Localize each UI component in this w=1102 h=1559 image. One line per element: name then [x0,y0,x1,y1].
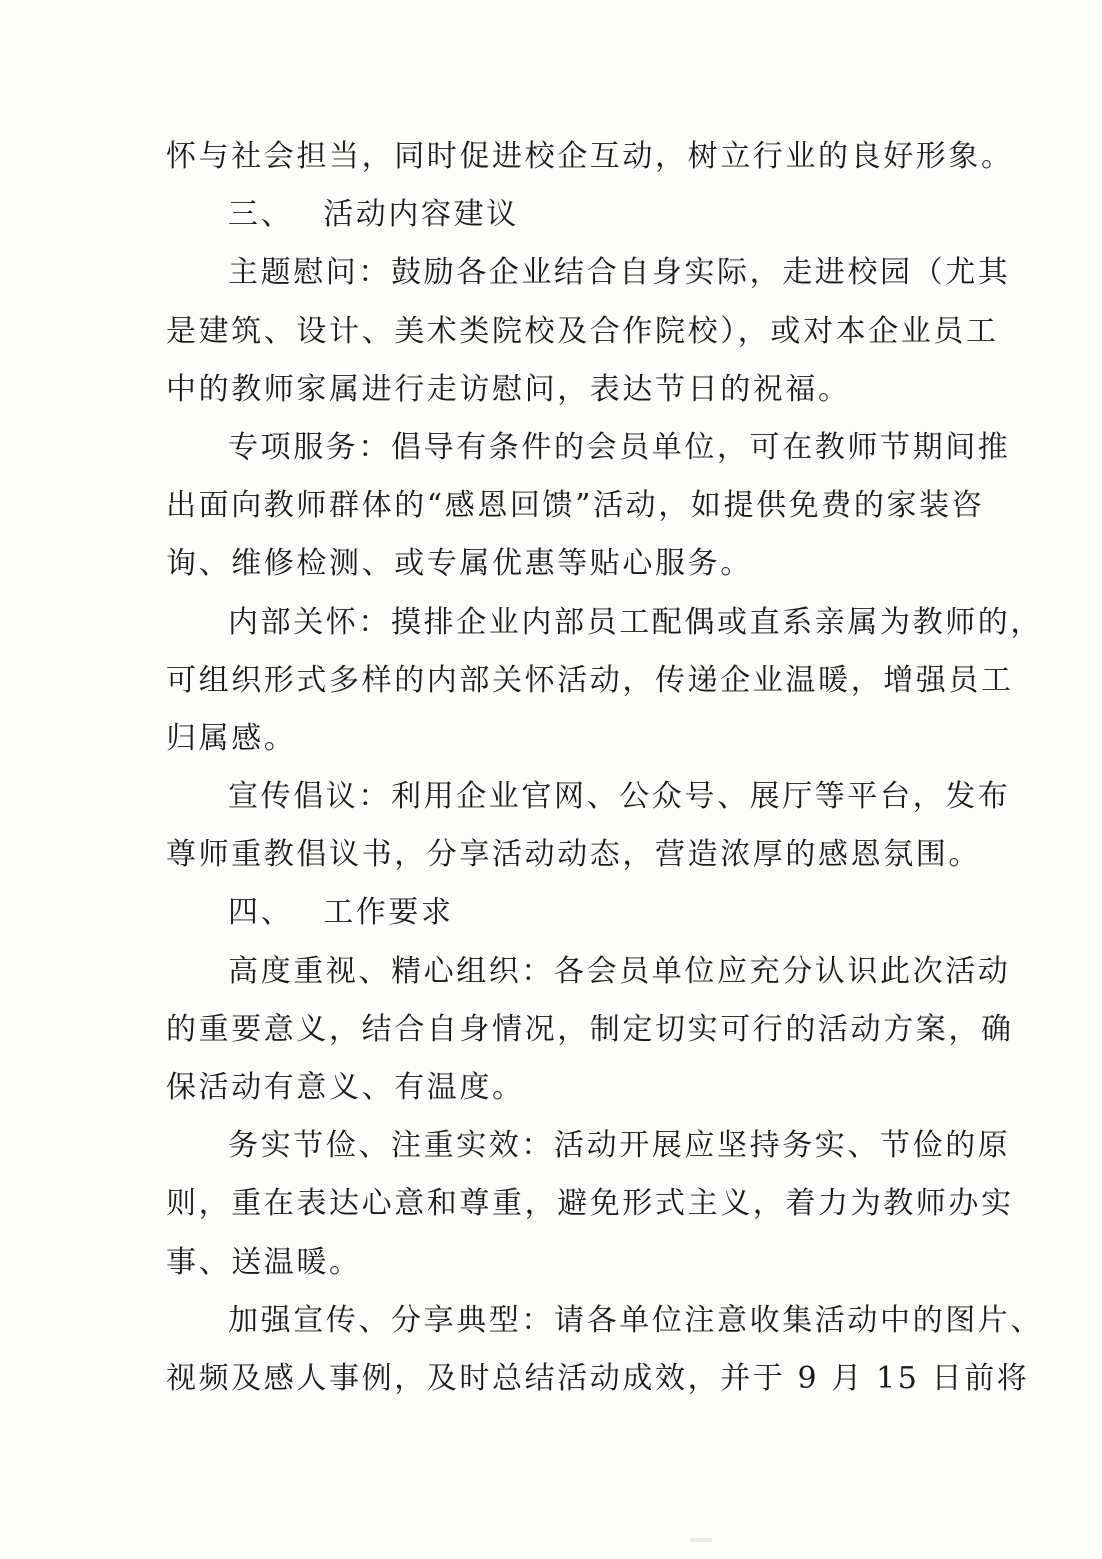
section-heading-4 [166,884,936,942]
paragraph-line: 内部关怀：摸排企业内部员工配偶或直系亲属为教师的， [228,604,1043,640]
section-title: 工作要求 [323,895,454,931]
paragraph-line: 主题慰问：鼓励各企业结合自身实际，走进校园（尤其 [228,255,1011,291]
paragraph-line: 可组织形式多样的内部关怀活动，传递企业温暖，增强员工 [166,662,1014,698]
paragraph-line: 出面向教师群体的“感恩回馈”活动，如提供免费的家装咨 [166,488,985,524]
paragraph-line: 事、送温暖。 [166,1244,362,1280]
paragraph-line: 务实节俭、注重实效：活动开展应坚持务实、节俭的原 [228,1128,1011,1164]
paragraph-line: 专项服务：倡导有条件的会员单位，可在教师节期间推 [228,429,1011,465]
paragraph-line: 视频及感人事例，及时总结活动成效，并于 9 月 15 日前将 [166,1360,1030,1396]
document-body [166,128,1043,1408]
paragraph-line: 的重要意义，结合自身情况，制定切实可行的活动方案，确 [166,1011,1014,1047]
paragraph-line: 询、维修检测、或专属优惠等贴心服务。 [166,546,753,582]
paragraph-line: 则，重在表达心意和尊重，避免形式主义，着力为教师办实 [166,1186,1014,1222]
paragraph-line: 高度重视、精心组织：各会员单位应充分认识此次活动 [228,953,1011,989]
paragraph-line: 宣传倡议：利用企业官网、公众号、展厅等平台，发布 [228,779,1011,815]
paragraph-line: 是建筑、设计、美术类院校及合作院校），或对本企业员工 [166,313,999,349]
paragraph-line: 归属感。 [166,720,297,756]
paragraph-line: 中的教师家属进行走访慰问，表达节日的祝福。 [166,371,851,407]
paragraph-line: 保活动有意义、有温度。 [166,1070,525,1105]
section-title: 活动内容建议 [323,197,519,233]
section-heading-3 [166,186,936,244]
scan-artifact [690,1538,712,1542]
paragraph-line: 尊师重教倡议书，分享活动动态，营造浓厚的感恩氛围。 [166,837,981,873]
paragraph-line: 加强宣传、分享典型：请各单位注意收集活动中的图片、 [228,1302,1043,1338]
section-number: 三、 [228,197,294,233]
section-number: 四、 [228,895,294,931]
paragraph-line: 怀与社会担当，同时促进校企互动，树立行业的良好形象。 [166,139,1014,174]
